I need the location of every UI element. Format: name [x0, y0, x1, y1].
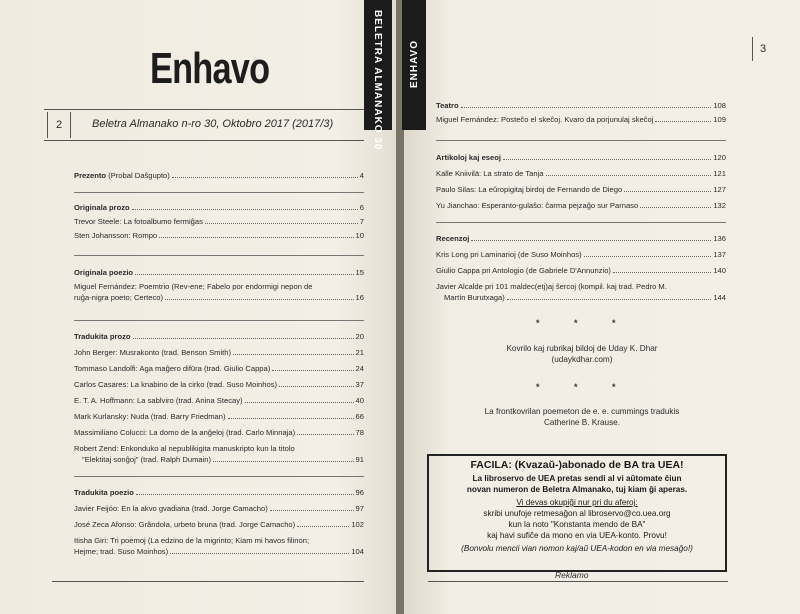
- page-number-right: 3: [752, 37, 773, 61]
- section-divider-stars: * * *: [536, 382, 632, 392]
- ad-line: Vi devas okupiĝi nur pri du aferoj:: [516, 498, 638, 507]
- toc-entry: Miguel Fernández: Posteĉo el skeĉoj. Kvaro da porjunulaj skeĉoj 109: [436, 115, 726, 124]
- toc-entry: Sten Johansson: Rompo 10: [74, 231, 364, 240]
- toc-section-teatro: [436, 100, 726, 125]
- toc-page: 136: [713, 234, 726, 243]
- toc-rule: [436, 222, 726, 223]
- footer-rule: [52, 581, 364, 582]
- toc-entry: Kalle Kniivilä: La strato de Tanja 121: [436, 169, 726, 178]
- toc-entry-cont: Hejme; trad. Suso Moinhos) 104: [74, 547, 364, 556]
- toc-entry: Mark Kurlansky: Nuda (trad. Barry Friedman) 66: [74, 412, 364, 421]
- header-rule-bottom: [44, 140, 364, 141]
- left-page: [0, 0, 396, 614]
- toc-section-heading: Teatro: [436, 101, 459, 110]
- toc-page: 4: [359, 171, 364, 180]
- toc-entry: Tommaso Landolfi: Aga maĝero difūra (trad. Giulio Cappa) 24: [74, 364, 364, 373]
- translator-credit-line: La frontkovrilan poemeton de e. e. cummings tradukis: [484, 407, 680, 416]
- ad-line: kun la noto "Konstanta mendo de BA": [508, 520, 646, 529]
- footer-rule-right: [428, 581, 728, 582]
- toc-section-prezento: [74, 170, 364, 181]
- spine-label-right: ENHAVO: [409, 40, 420, 89]
- toc-page: 120: [713, 153, 726, 162]
- toc-entry: José Zeca Afonso: Grândola, urbeto bruna (trad. Jorge Camacho) 102: [74, 520, 364, 529]
- toc-section-heading: Artikoloj kaj eseoj: [436, 153, 501, 162]
- toc-entry: E. T. A. Hoffmann: La sablviro (trad. Anina Stecay) 40: [74, 396, 364, 405]
- toc-rule: [74, 320, 364, 325]
- toc-section-heading: Tradukita poezio: [74, 488, 134, 497]
- toc-entry: Massimiliano Colucci: La domo de la anĝeloj (trad. Carlo Minnaja) 78: [74, 428, 364, 437]
- toc-rule: [74, 192, 364, 197]
- header-rule: [44, 109, 364, 110]
- cover-credit-line: Kovrilo kaj rubrikaj bildoj de Uday K. Dhar: [506, 344, 658, 353]
- toc-section-originala-poezio: [74, 267, 364, 303]
- section-divider-stars: * * *: [536, 318, 632, 328]
- toc-entry: Carlos Casares: La knabino de la cirko (trad. Suso Moinhos) 37: [74, 380, 364, 389]
- toc-section-heading: Originala poezio: [74, 268, 134, 277]
- toc-section-tradukita-poezio: [74, 487, 364, 557]
- toc-page: 20: [355, 332, 364, 341]
- toc-entry: Javier Feijóo: En la akvo gvadiana (trad. Jorge Camacho) 97: [74, 504, 364, 513]
- issue-subtitle: Beletra Almanako n-ro 30, Oktobro 2017 (2017/3): [92, 118, 334, 130]
- page-title: Enhavo: [150, 44, 270, 93]
- ad-line: La libroservo de UEA pretas sendi al vi aŭtomate ĉiun: [472, 474, 682, 483]
- toc-section-originala-prozo: [74, 202, 364, 241]
- toc-rule: [436, 140, 726, 141]
- page-number: 2: [47, 112, 71, 138]
- toc-entry: Javier Alcalde pri 101 maldec(etj)aj ŝercoj (kompil. kaj trad. Pedro M.: [436, 282, 667, 291]
- toc-entry: John Berger: Musrakonto (trad. Benson Smith) 21: [74, 348, 364, 357]
- footer-label: Reklamo: [555, 570, 589, 580]
- spine-tab: [364, 0, 392, 151]
- toc-entry-cont: "Elektitaj sonĝoj" (trad. Ralph Dumain) 91: [82, 455, 364, 464]
- spine-label: BELETRA ALMANAKO 30: [372, 10, 383, 151]
- toc-page: 6: [359, 203, 364, 212]
- toc-section-artikoloj: [436, 152, 726, 211]
- ad-line: kaj havi sufiĉe da mono en via UEA-konto. Provu!: [487, 531, 667, 540]
- toc-entry: Paulo Silas: La eŭropigitaj birdoj de Fernando de Diego 127: [436, 185, 726, 194]
- toc-page: 96: [355, 488, 364, 497]
- toc-rule: [74, 476, 364, 481]
- toc-page: 108: [713, 101, 726, 110]
- cover-credit-url: (udaykdhar.com): [551, 355, 613, 364]
- toc-entry-cont: Martín Burutxaga) 144: [444, 293, 726, 302]
- toc-section-heading: Originala prozo: [74, 203, 130, 212]
- toc-entry: Trevor Steele: La fotoalbumo fermiĝas 7: [74, 217, 364, 226]
- toc-entry: Miguel Fernández: Poemtrio (Rev-ene; Fabelo por endormigi nepon de: [74, 282, 313, 291]
- toc-entry-cont: ruĝa-nigra poeto; Certeco) 16: [74, 293, 364, 302]
- spine-tab-right: [402, 0, 426, 130]
- ad-note: (Bonvolu mencii vian nomon kaj/aŭ UEA-kodon en via mesaĝo!): [461, 544, 693, 553]
- subscription-advertisement: [427, 454, 727, 572]
- translator-credit-name: Catherine B. Krause.: [543, 418, 620, 427]
- ad-line: skribi unufoje retmesaĝon al libroservo@co.uea.org: [483, 509, 671, 518]
- toc-section-heading: Prezento: [74, 171, 107, 180]
- toc-page: 15: [355, 268, 364, 277]
- toc-section-tradukita-prozo: [74, 331, 364, 465]
- toc-entry: Kris Long pri Laminarioj (de Suso Moinhos) 137: [436, 250, 726, 259]
- toc-section-heading: Tradukita prozo: [74, 332, 131, 341]
- toc-rule: [74, 255, 364, 260]
- toc-section-heading-extra: (Probal Daŝgupto): [106, 171, 170, 180]
- toc-entry: Giulio Cappa pri Antologio (de Gabriele D'Annunzio) 140: [436, 266, 726, 275]
- toc-entry: Yu Jianchao: Esperanto-gulaŝo: ĉarma pejzaĝo sur Parnaso 132: [436, 201, 726, 210]
- toc-entry: Robert Zend: Enkonduko al nepublikigita manuskripto kun la titolo: [74, 444, 295, 453]
- ad-line: novan numeron de Beletra Almanako, tuj kiam ĝi aperas.: [466, 485, 688, 494]
- ad-headline: FACILA: (Kvazaŭ-)abonado de BA tra UEA!: [470, 459, 684, 471]
- toc-section-recenzoj: [436, 233, 726, 303]
- toc-entry: Itisha Giri: Tri poemoj (La edzino de la migrinto; Kiam mi havos filinon;: [74, 536, 310, 545]
- toc-section-heading: Recenzoj: [436, 234, 470, 243]
- toc-heading-row: [74, 170, 364, 181]
